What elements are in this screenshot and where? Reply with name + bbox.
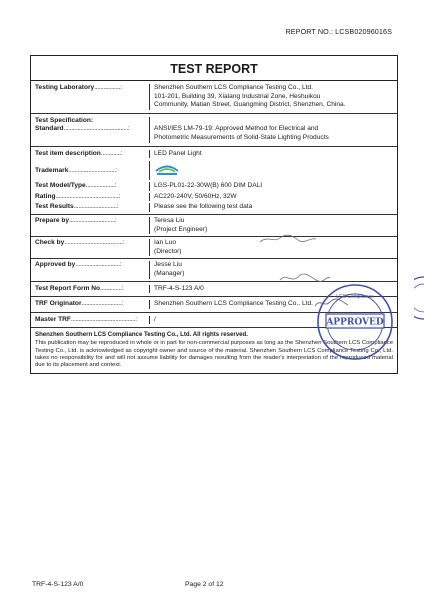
check-section: Check by......................................: Ian Luo (Director) xyxy=(31,237,397,259)
model-value: LGS-PL01-22-30W(B) 600 DIM DALI xyxy=(154,182,263,190)
form-no-label: Test Report Form No xyxy=(35,284,101,292)
check-role: (Director) xyxy=(154,247,182,255)
results-label: Test Results xyxy=(35,203,74,211)
glamor-logo-icon xyxy=(154,163,180,177)
test-spec-section: Test Specification: Standard..........................................: ANSI/IES LM-79-19: Approved Method for Electrical and Photometric Measurements of Solid-State Lighting Products xyxy=(31,114,397,147)
footer-form-no: TRF-4-S-123 A/0 xyxy=(32,581,84,588)
master-label: Master TRF xyxy=(35,315,71,323)
prepare-section: Prepare by..............................: Teresa Liu (Project Engineer) xyxy=(31,215,397,237)
item-value: LED Panel Light xyxy=(154,149,202,157)
trademark-logo xyxy=(150,161,397,180)
report-number: REPORT NO.: LCSB02096016S xyxy=(285,27,392,36)
testing-lab-label: Testing Laboratory xyxy=(35,84,95,91)
disclaimer-body: This publication may be reproduced in whole or in part for non-commercial purposes as long as the Shenzhen Southern LCS Compliance Testing Co., Ltd. is acknowledged as copyright owner and source of the material. Shenzhen Southern LCS Compliance Testing Co., Ltd. takes no responsibility for and will not assume liability for damages resulting from the reader's interpretation of the reproduced material due to its placement and context. xyxy=(35,340,393,369)
results-value: Please see the following test data xyxy=(154,203,253,211)
prepare-label: Prepare by xyxy=(35,216,70,224)
standard-line-2: Photometric Measurements of Solid-State Lighting Products xyxy=(154,133,329,141)
approve-section: Approved by.............................: Jesse Liu (Manager) xyxy=(31,259,397,281)
rating-label: Rating xyxy=(35,192,56,200)
page-title: TEST REPORT xyxy=(31,56,397,81)
prepare-role: (Project Engineer) xyxy=(154,225,208,233)
testing-lab-line-2: 101-201, Building 39, Xialang Industrial Zone, Heshuikou xyxy=(154,92,321,100)
approve-role: (Manager) xyxy=(154,269,185,277)
form-no-value: TRF-4-S-123 A/0 xyxy=(154,284,204,292)
footer-page: Page 2 of 12 xyxy=(185,581,224,588)
check-name: Ian Luo xyxy=(154,239,176,247)
originator-label: TRF Originator xyxy=(35,300,82,308)
testing-lab-line-3: Community, Matian Street, Guangming District, Shenzhen, China. xyxy=(154,101,346,109)
check-label: Check by xyxy=(35,239,65,247)
stamp-text: APPROVED xyxy=(326,317,384,328)
item-section: Test item description.............: LED Panel Light Trademark...............................: Test Model/Type...................: LGS-PL01-22-30W(B) 600 DIM DALI Rating.........................................: AC220-240V, 50/60Hz, 32W Test Results............................: Please see the following test data xyxy=(31,147,397,215)
trademark-label: Trademark xyxy=(35,167,69,175)
edge-seal-icon xyxy=(414,275,424,321)
trf-section: Test Report Form No..............: TRF-4-S-123 A/0 TRF Originator..........................: Shenzhen Southern LCS Compliance Testing Co., Ltd. Master TRF..........................................: / xyxy=(31,282,397,329)
testing-lab-section: Testing Laboratory.................: Shenzhen Southern LCS Compliance Testing Co., Ltd. 101-201, Building 39, Xialang Industrial Zone, Heshuikou Community, Matian Street, Guangming District, Shenzhen, China. xyxy=(31,81,397,114)
rating-value: AC220-240V, 50/60Hz, 32W xyxy=(154,192,237,200)
originator-value: Shenzhen Southern LCS Compliance Testing Co., Ltd. xyxy=(154,300,313,308)
test-spec-label: Test Specification: xyxy=(31,117,150,126)
item-label: Test item description xyxy=(35,149,101,157)
approve-label: Approved by xyxy=(35,261,76,269)
model-label: Test Model/Type xyxy=(35,182,86,190)
approved-stamp-icon xyxy=(314,281,396,363)
standard-label: Standard xyxy=(35,125,64,133)
standard-line-1: ANSI/IES LM-79-19: Approved Method for Electrical and xyxy=(154,125,319,133)
disclaimer-heading: Shenzhen Southern LCS Compliance Testing Co., Ltd. All rights reserved. xyxy=(35,331,248,339)
stamp-ring-text: LCS Compliance xyxy=(336,294,374,300)
approve-name: Jesse Liu xyxy=(154,261,182,269)
testing-lab-line-1: Shenzhen Southern LCS Compliance Testing Co., Ltd. xyxy=(154,84,313,91)
signature-teresa xyxy=(258,233,318,248)
prepare-name: Teresa Liu xyxy=(154,216,185,224)
master-value: / xyxy=(154,315,156,323)
